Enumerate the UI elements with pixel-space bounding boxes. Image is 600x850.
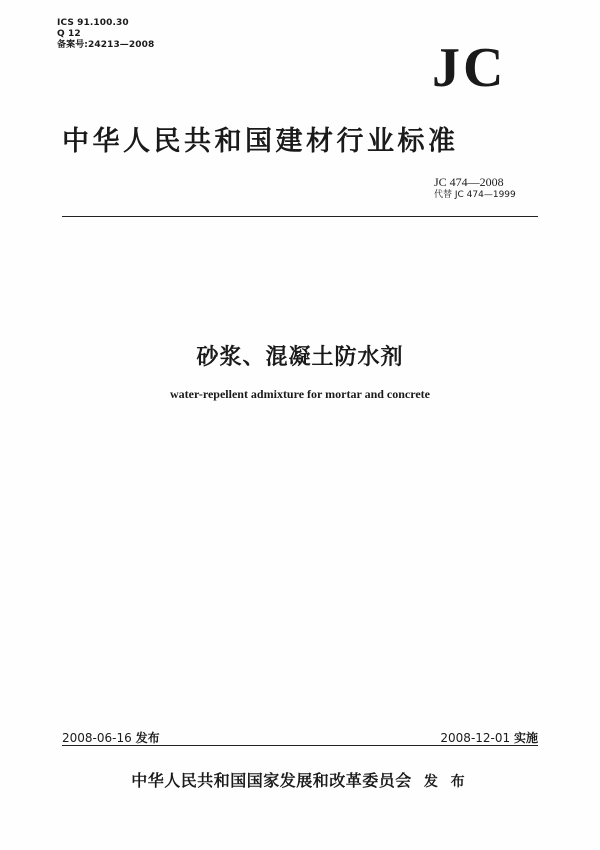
document-title-english: water-repellent admixture for mortar and concrete: [169, 387, 431, 401]
jc-logo: JC: [432, 37, 507, 99]
classification-code: Q 12: [57, 29, 81, 39]
implementation-date-label: 实施: [513, 731, 538, 745]
standard-number: JC 474—2008: [434, 175, 504, 189]
header-divider: [62, 216, 538, 217]
issue-date-value: 2008-06-16: [62, 731, 132, 745]
standard-code-block: [434, 175, 516, 201]
footer-divider: [62, 745, 538, 746]
publisher-line: [0, 768, 600, 791]
filing-number: 备案号:24213—2008: [57, 40, 155, 50]
publisher-name: 中华人民共和国国家发展和改革委员会: [131, 771, 412, 790]
classification-block: [57, 18, 154, 51]
implementation-date: [440, 729, 538, 746]
ics-code: ICS 91.100.30: [57, 18, 129, 28]
issue-date-label: 发布: [135, 731, 160, 745]
implementation-date-value: 2008-12-01: [440, 731, 511, 745]
standard-category-title: 中华人民共和国建材行业标准: [62, 126, 459, 157]
replaces-standard: 代替 JC 474—1999: [434, 190, 516, 200]
publisher-verb: 发 布: [423, 774, 469, 790]
document-title-chinese: 砂浆、混凝土防水剂: [196, 345, 404, 370]
issue-date: [62, 729, 160, 746]
